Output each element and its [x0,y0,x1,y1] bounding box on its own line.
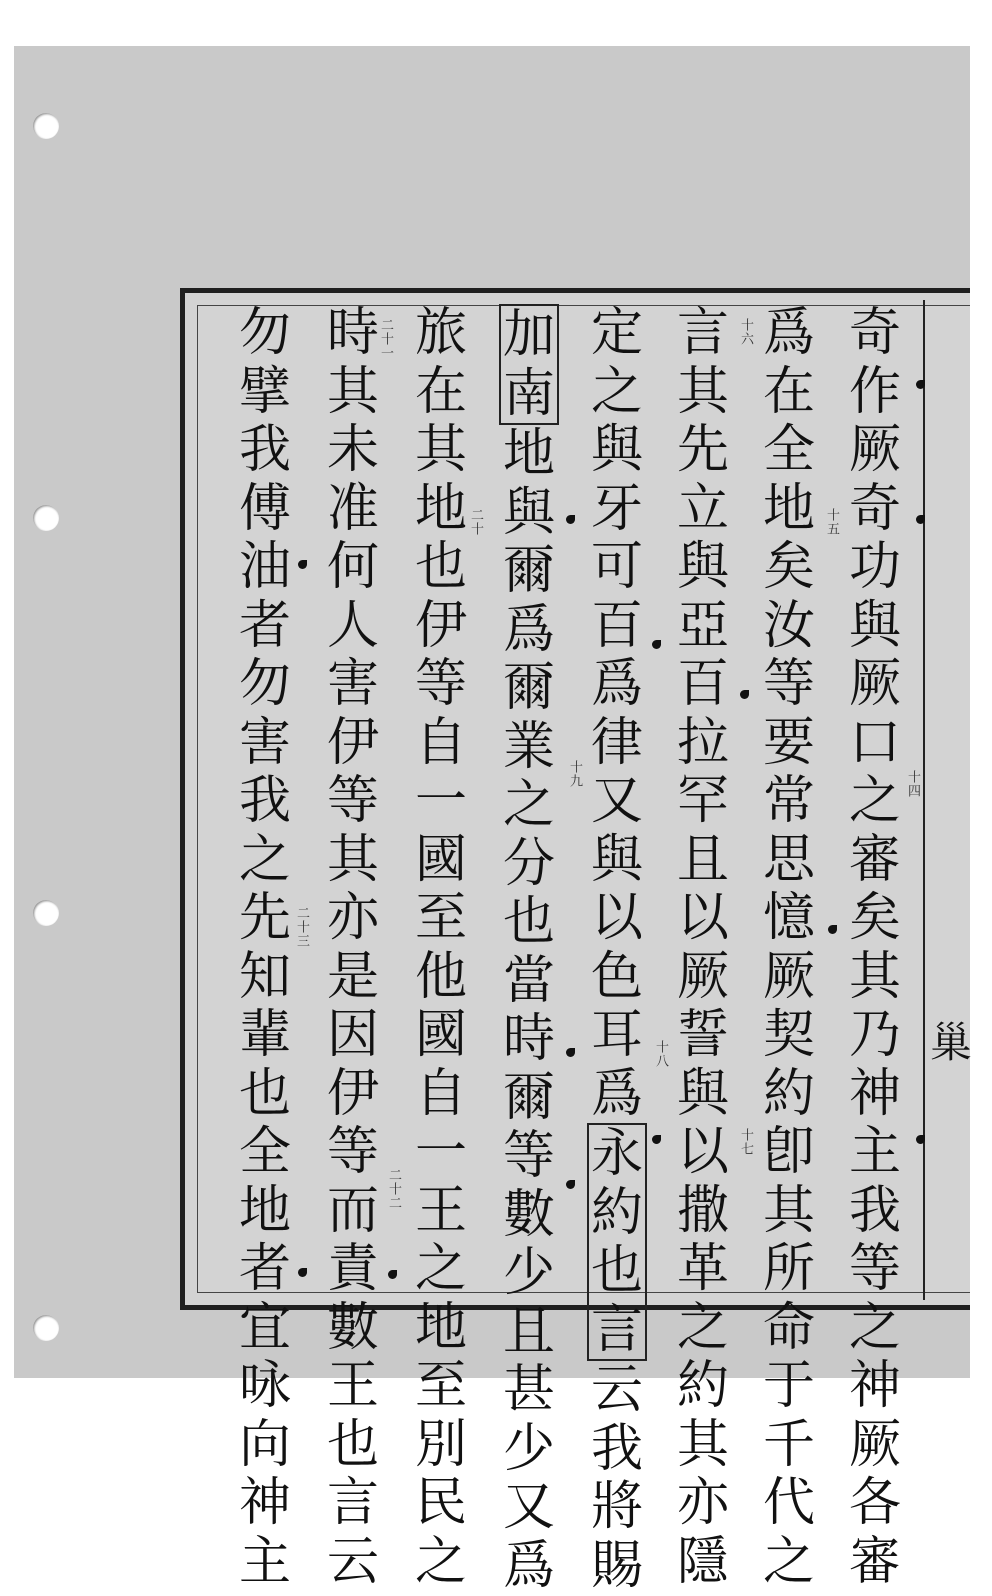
character: 卽 [762,1122,815,1182]
note-marker: 二十三 [294,906,309,948]
character: 責 [326,1239,379,1299]
character: 憶 [762,888,815,948]
character: 加 [502,305,555,365]
character: 之 [676,1297,729,1358]
character: 約 [590,1182,643,1243]
character: 伊 [414,595,467,656]
character: 業 [502,716,555,777]
character: 先 [676,420,729,480]
character: 爾 [502,658,555,718]
character: 之 [238,829,291,890]
character: 是 [326,946,379,1007]
title-column [923,300,973,1300]
punctuation-mark [916,515,925,524]
character: 其 [848,946,901,1007]
character: 色 [590,946,643,1007]
character: 未 [326,420,379,480]
character: 代 [762,1473,815,1533]
book-title [929,310,992,478]
character: 與 [848,595,901,656]
character: 旅 [414,303,467,363]
character: 思 [762,829,815,890]
note-marker: 十八 [653,1040,668,1068]
note-marker: 十四 [905,770,920,798]
character: 王 [326,1356,379,1416]
character: 撒 [676,1180,729,1241]
character: 其 [414,420,467,480]
character: 擘 [238,361,291,422]
character: 與 [676,1063,729,1124]
punctuation-mark [916,1135,925,1144]
character: 爲 [762,303,815,363]
character: 別 [414,1414,467,1475]
character: 伊 [326,1063,379,1124]
punctuation-mark [652,1135,661,1144]
character: 地 [762,478,815,539]
character: 者 [238,1239,291,1299]
side-char: 巢 [930,1018,973,1067]
character: 我 [238,771,291,831]
character: 奇 [848,303,901,363]
character: 也 [502,892,555,952]
text-column [666,304,740,1591]
character: 之 [502,775,555,835]
character: 等 [848,1239,901,1299]
character: 之 [848,771,901,831]
character: 命 [762,1297,815,1358]
punctuation-mark [566,1180,575,1189]
character: 傅 [238,478,291,539]
character: 也 [326,1414,379,1475]
character: 律 [590,712,643,773]
punctuation-mark [566,515,575,524]
character: 言 [326,1473,379,1533]
punctuation-mark [652,640,661,649]
punctuation-mark [740,690,749,699]
boxed-phrase [587,1123,647,1361]
note-marker: 二十一 [378,318,393,360]
character: 又 [502,1477,555,1537]
character: 神 [238,1473,291,1533]
character: 之 [848,1297,901,1358]
character: 言 [590,1299,643,1360]
character: 自 [414,1063,467,1124]
character: 神 [848,1063,901,1124]
character: 云 [326,1531,379,1592]
character: 等 [502,1126,555,1186]
character: 百 [590,595,643,656]
character: 矣 [762,537,815,597]
character: 爾 [502,1067,555,1128]
character: 之 [414,1239,467,1299]
character: 罕 [676,771,729,831]
character: 言 [676,303,729,363]
character: 厥 [848,420,901,480]
character: 國 [414,829,467,890]
character: 輩 [238,1005,291,1065]
character: 勿 [238,303,291,363]
note-marker: 十六 [738,318,753,346]
character: 在 [762,361,815,422]
character: 當 [502,950,555,1011]
character: 賜 [590,1535,643,1596]
character: 約 [676,1356,729,1416]
character: 主 [848,1122,901,1182]
character: 等 [326,1122,379,1182]
character: 准 [326,478,379,539]
character: 也 [414,537,467,597]
character: 爲 [502,599,555,660]
character: 革 [676,1239,729,1299]
character: 耳 [590,1005,643,1065]
character: 何 [326,537,379,597]
character: 亞 [676,595,729,656]
character: 與 [676,537,729,597]
character: 伊 [326,712,379,773]
character: 亦 [326,888,379,948]
character: 自 [414,712,467,773]
character: 在 [414,361,467,422]
punctuation-mark [298,560,307,569]
character: 爾 [502,541,555,601]
character: 與 [590,420,643,480]
character: 定 [590,303,643,363]
character: 其 [676,1414,729,1475]
character: 分 [502,833,555,894]
character: 者 [238,595,291,656]
character: 國 [414,1005,467,1065]
character: 且 [502,1301,555,1362]
character: 口 [848,712,901,773]
character: 其 [326,829,379,890]
character: 時 [326,303,379,363]
character: 神 [848,1356,901,1416]
character: 契 [762,1005,815,1065]
character: 人 [326,595,379,656]
note-marker: 二十 [468,508,483,536]
character: 之 [590,361,643,422]
character: 我 [848,1180,901,1241]
note-marker: 十九 [567,760,582,788]
punctuation-mark [566,1048,575,1057]
character: 數 [326,1297,379,1358]
character: 厥 [848,1414,901,1475]
character: 其 [676,361,729,422]
character: 與 [590,829,643,890]
character: 他 [414,946,467,1007]
character: 立 [676,478,729,539]
character: 時 [502,1009,555,1069]
character: 爲 [502,1535,555,1596]
character: 永 [590,1124,643,1184]
character: 厥 [676,946,729,1007]
character: 等 [414,654,467,714]
character: 以 [676,888,729,948]
character: 云 [590,1360,643,1420]
character: 甚 [502,1360,555,1420]
binder-hole [33,113,59,139]
character: 審 [848,1531,901,1592]
boxed-phrase [499,304,559,425]
character: 主 [238,1531,291,1592]
character: 全 [762,420,815,480]
character: 先 [238,888,291,948]
character: 至 [414,888,467,948]
character: 咏 [238,1356,291,1416]
character: 害 [326,654,379,714]
character: 爲 [590,654,643,714]
text-column [228,304,302,1591]
character: 矣 [848,888,901,948]
character: 地 [414,478,467,539]
character: 百 [676,654,729,714]
character: 而 [326,1180,379,1241]
character: 其 [762,1180,815,1241]
text-column [316,304,390,1591]
character: 等 [762,654,815,714]
character: 與 [502,482,555,543]
character: 亦 [676,1473,729,1533]
character: 地 [414,1297,467,1358]
punctuation-mark [828,925,837,934]
character: 汝 [762,595,815,656]
character: 奇 [848,478,901,539]
punctuation-mark [298,1268,307,1277]
character: 全 [238,1122,291,1182]
character: 油 [238,537,291,597]
character: 之 [762,1531,815,1592]
text-column [404,304,478,1591]
character: 之 [414,1531,467,1592]
punctuation-mark [916,380,925,389]
character: 約 [762,1063,815,1124]
character: 作 [848,361,901,422]
character: 數 [502,1184,555,1245]
character: 宜 [238,1297,291,1358]
note-marker: 十五 [824,508,839,536]
character: 乃 [848,1005,901,1065]
character: 民 [414,1473,467,1533]
punctuation-mark [388,1270,397,1279]
character: 牙 [590,478,643,539]
character: 至 [414,1356,467,1416]
character: 于 [762,1356,815,1416]
character: 我 [590,1418,643,1479]
character: 知 [238,946,291,1007]
binder-hole [33,900,59,926]
note-marker: 十七 [738,1128,753,1156]
text-column [752,304,826,1591]
character: 常 [762,771,815,831]
character: 我 [238,420,291,480]
character: 等 [326,771,379,831]
character: 可 [590,537,643,597]
character: 王 [414,1180,467,1241]
binder-hole [33,1315,59,1341]
character: 害 [238,712,291,773]
character: 功 [848,537,901,597]
text-column [580,304,654,1595]
character: 因 [326,1005,379,1065]
character: 要 [762,712,815,773]
book-title-text [929,310,992,478]
character: 也 [238,1063,291,1124]
character: 爲 [590,1063,643,1124]
character: 一 [414,771,467,831]
character: 南 [502,363,555,424]
binder-hole [33,505,59,531]
character: 千 [762,1414,815,1475]
character: 又 [590,771,643,831]
note-marker: 二十二 [386,1168,401,1210]
text-column [838,304,912,1591]
character: 隱 [676,1531,729,1592]
character: 勿 [238,654,291,714]
character: 且 [676,829,729,890]
text-column [492,304,566,1595]
character: 審 [848,829,901,890]
character: 誓 [676,1005,729,1065]
character: 將 [590,1477,643,1537]
character: 地 [502,424,555,484]
character: 也 [590,1241,643,1301]
character: 少 [502,1243,555,1303]
character: 少 [502,1418,555,1479]
character: 其 [326,361,379,422]
character: 拉 [676,712,729,773]
character: 地 [238,1180,291,1241]
character: 向 [238,1414,291,1475]
character: 以 [590,888,643,948]
character: 厥 [762,946,815,1007]
character: 一 [414,1122,467,1182]
character: 所 [762,1239,815,1299]
character: 各 [848,1473,901,1533]
character: 厥 [848,654,901,714]
character: 以 [676,1122,729,1182]
